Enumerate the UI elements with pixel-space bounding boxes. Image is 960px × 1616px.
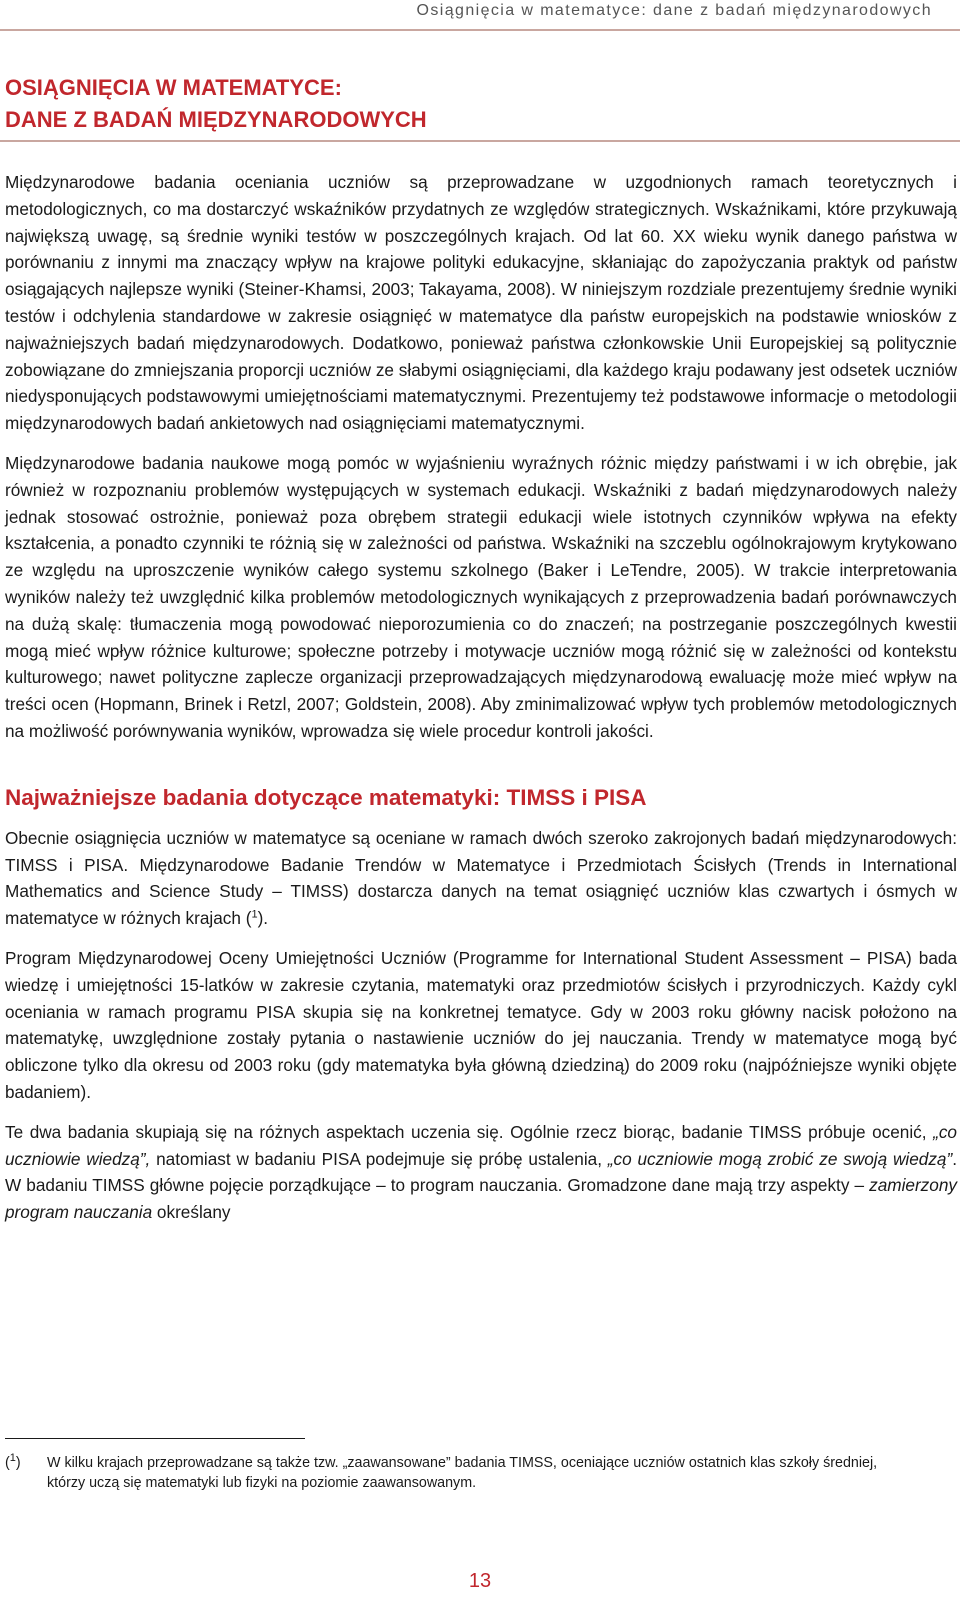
chapter-title bbox=[5, 72, 427, 136]
footnote-reference[interactable]: 1 bbox=[251, 908, 258, 921]
term-intended-curriculum: zamierzony program nauczania bbox=[5, 1175, 957, 1223]
footnote-marker-number: 1 bbox=[9, 1452, 16, 1465]
quote-pisa: „co uczniowie mogą zrobić ze swoją wiedzą” bbox=[607, 1148, 953, 1169]
paragraph-timss-text: Obecnie osiągnięcia uczniów w matematyce są oceniane w ramach dwóch szeroko zakrojonych badań międzynarodowych: TIMSS i PISA. Międzynarodowe Badanie Trendów w Matematyce i Przedmiotach Ścisłych (Trends in International Mathematics and Science Study – TIMSS) dostarcza danych na temat osiągnięć uczniów klas czwartych i ósmych w matematyce w różnych krajach ( bbox=[5, 827, 957, 929]
paragraph-intro: Międzynarodowe badania oceniania uczniów są przeprowadzane w uzgodnionych ramach teoretycznych i metodologicznych, co ma dostarczyć wskaźników przydatnych ze względów strategicznych. Wskaźnikami, które przykuwają największą uwagę, są średnie wyniki testów w poszczególnych krajach. Od lat 60. XX wieku wynik danego państwa w porównaniu z innymi ma znaczący wpływ na krajowe polityki edukacyjne, skłaniając do zapożyczania praktyk od państw osiągających najlepsze wyniki (Steiner-Khamsi, 2003; Takayama, 2008). W niniejszym rozdziale prezentujemy średnie wyniki testów i odchylenia standardowe w zakresie osiągnięć w matematyce dla państw europejskich na podstawie wniosków z najważniejszych badań międzynarodowych. Dodatkowo, ponieważ państwa członkowskie Unii Europejskiej są politycznie zobowiązane do zmniejszania proporcji uczniów ze słabymi osiągnięciami, dla każdego kraju podawany jest odsetek uczniów niedysponujących podstawowymi umiejętnościami matematycznymi. Prezentujemy też podstawowe informacje o metodologii międzynarodowych badań ankietowych nad osiągnięciami matematycznymi. bbox=[5, 172, 957, 434]
paragraph-limitations: Międzynarodowe badania naukowe mogą pomóc w wyjaśnieniu wyraźnych różnic między państwami i w ich obrębie, jak również w rozpoznaniu problemów występujących w systemach edukacji. Wskaźniki z badań międzynarodowych należy jednak stosować ostrożnie, ponieważ poza obrębem strategii edukacji wiele istotnych czynników wpływa na efekty kształcenia, a ponadto czynniki te różnią się w zależności od państwa. Wskaźniki na szczeblu ogólnokrajowym krytykowano ze względu na uproszczenie wyników całego systemu szkolnego (Baker i LeTendre, 2005). W trakcie interpretowania wyników należy też uwzględnić kilka problemów metodologicznych wynikających z przeprowadzenia badań porównawczych na dużą skalę: tłumaczenia mogą powodować nieporozumienia co do znaczeń; na postrzeganie poszczególnych kwestii mogą mieć wpływ różnice kulturowe; społeczne potrzeby i motywacje uczniów mogą różnić się w zależności od kontekstu kulturowego; nawet polityczne zaplecze organizacji przeprowadzających międzynarodową ewaluację może mieć wpływ na treści ocen (Hopmann, Brinek i Retzl, 2007; Goldstein, 2008). Aby zminimalizować wpływ tych problemów metodologicznych na możliwość porównywania wyników, wprowadza się wiele procedur kontroli jakości. bbox=[5, 452, 957, 741]
paragraph-comparison-part-c: . W badaniu TIMSS główne pojęcie porządkujące – to program nauczania. Gromadzone dane mają trzy aspekty – bbox=[5, 1148, 957, 1196]
paragraph-pisa: Program Międzynarodowej Oceny Umiejętności Uczniów (Programme for International Student Assessment – PISA) bada wiedzę i umiejętności 15-latków w zakresie czytania, matematyki oraz przedmiotów ścisłych i przyrodniczych. Każdy cykl oceniania w ramach programu PISA skupia się na konkretnej tematyce. Gdy w 2003 roku główny nacisk położono na matematykę, uwzględnione zostały pytania o nastawienie uczniów do jej nauczania. Trendy w matematyce mogą być obliczone tylko dla okresu od 2003 roku (gdy matematyka była główną dziedziną) do 2009 roku (najpóźniejsze wyniki objęte badaniem). bbox=[5, 947, 957, 1102]
paragraph-comparison-part-b: natomiast w badaniu PISA podejmuje się próbę ustalenia, bbox=[150, 1148, 608, 1169]
paragraph-comparison-part-a: Te dwa badania skupiają się na różnych aspektach uczenia się. Ogólnie rzecz biorąc, badanie TIMSS próbuje ocenić, bbox=[5, 1121, 934, 1142]
footnote-rule bbox=[5, 1438, 305, 1439]
footnote-marker-open: ( bbox=[5, 1455, 10, 1471]
footnote-marker bbox=[5, 1453, 21, 1473]
footnote-marker-close: ) bbox=[15, 1455, 21, 1471]
chapter-title-line-1: OSIĄGNIĘCIA W MATEMATYCE: bbox=[5, 75, 342, 100]
footnote bbox=[5, 1453, 905, 1493]
quote-timss: „co uczniowie wiedzą”, bbox=[5, 1121, 957, 1169]
paragraph-comparison bbox=[5, 1119, 957, 1226]
section-heading: Najważniejsze badania dotyczące matematyki: TIMSS i PISA bbox=[5, 784, 647, 810]
body-text bbox=[5, 169, 957, 1226]
page-number: 13 bbox=[468, 1570, 492, 1592]
paragraph-comparison-part-d: określany bbox=[152, 1202, 231, 1223]
footnote-text: W kilku krajach przeprowadzane są także tzw. „zaawansowane” badania TIMSS, oceniające uczniów ostatnich klas szkoły średniej, którzy uczą się matematyki lub fizyki na poziomie zaawansowanym. bbox=[47, 1455, 878, 1491]
header-rule bbox=[0, 29, 960, 31]
title-rule bbox=[0, 140, 960, 142]
paragraph-timss bbox=[5, 825, 957, 932]
paragraph-timss-end: ). bbox=[257, 908, 269, 929]
running-header: Osiągnięcia w matematyce: dane z badań międzynarodowych bbox=[416, 2, 932, 19]
chapter-title-line-2: DANE Z BADAŃ MIĘDZYNARODOWYCH bbox=[5, 107, 427, 132]
